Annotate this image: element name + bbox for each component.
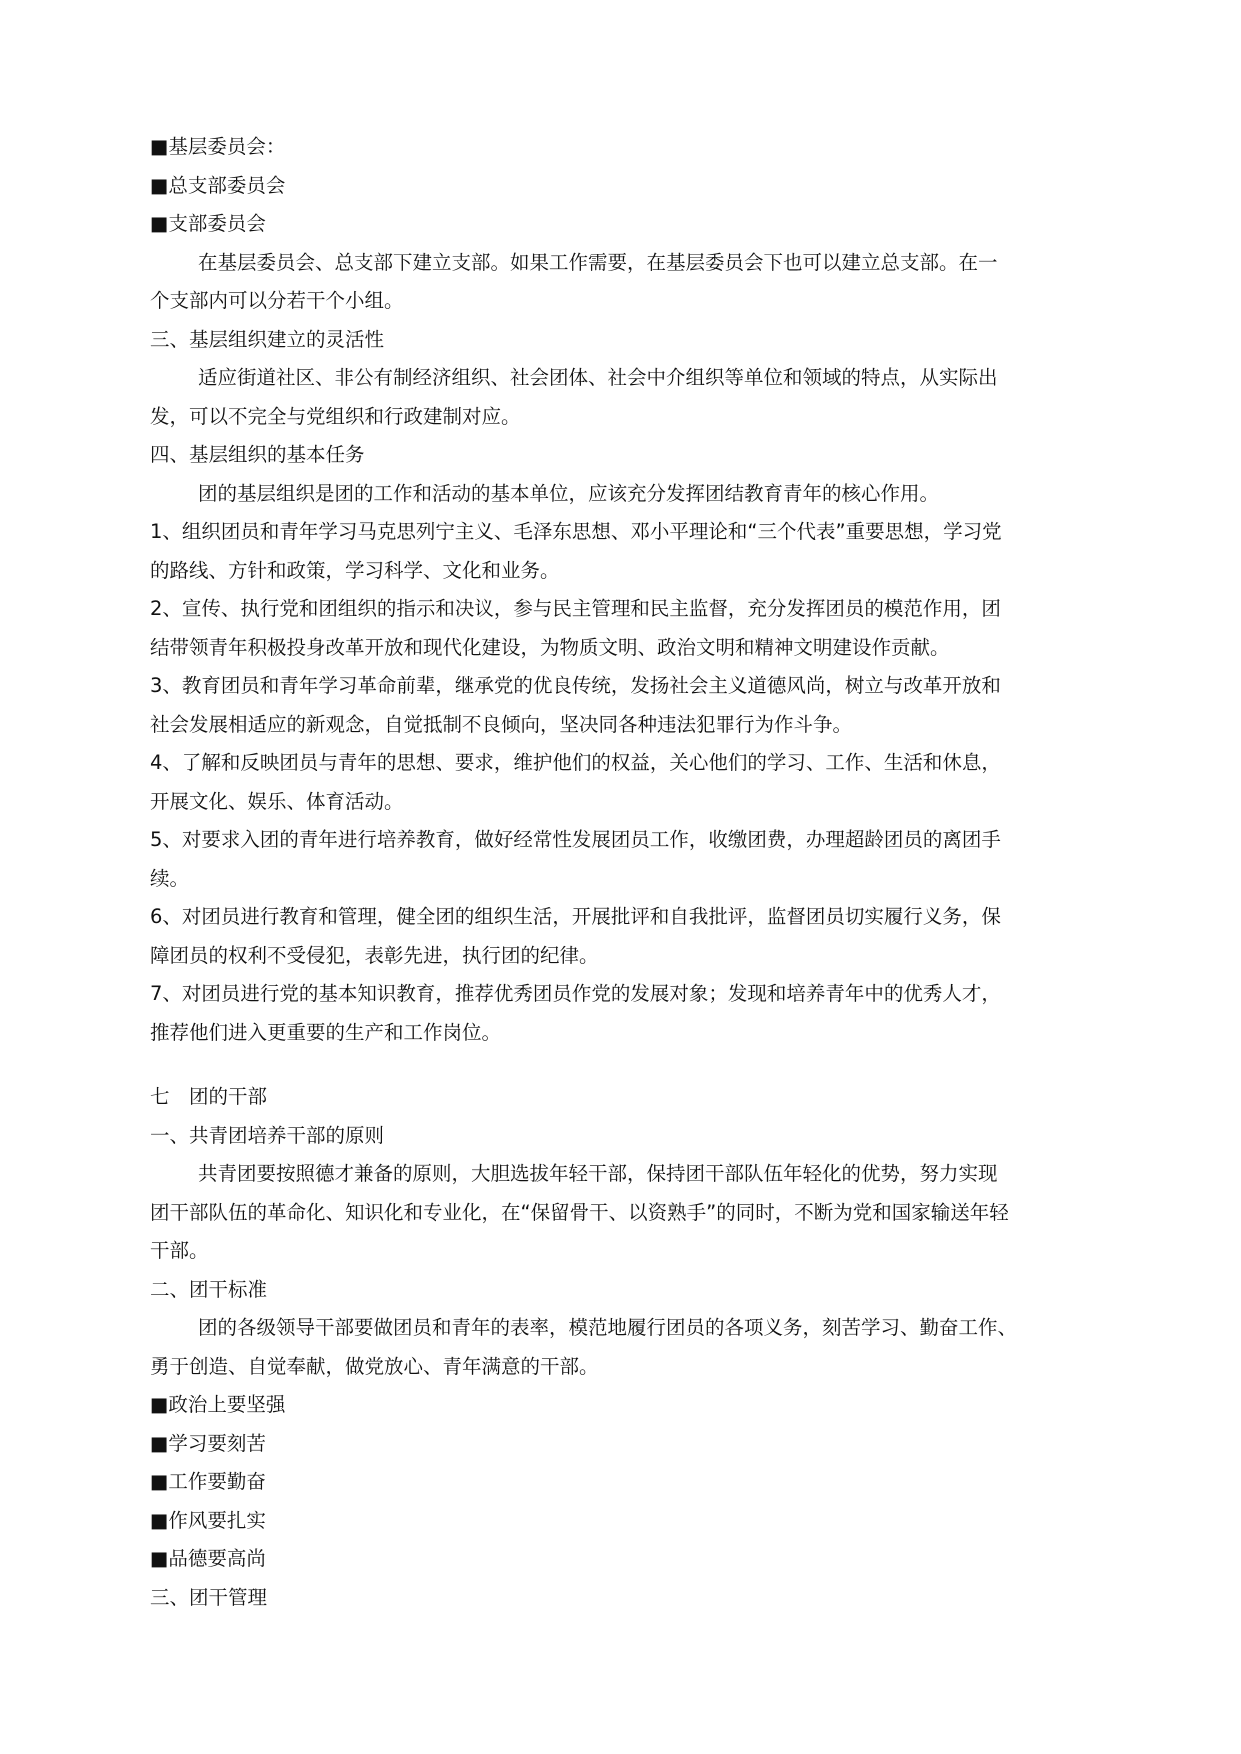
bullet-item: ■总支部委员会 xyxy=(150,173,286,197)
bullet-item: ■品德要高尚 xyxy=(150,1547,266,1570)
paragraph-line: 个支部内可以分若干个小组。 xyxy=(150,289,404,312)
section-heading: 四、基层组织的基本任务 xyxy=(150,443,365,466)
paragraph-line: 在基层委员会、总支部下建立支部。如果工作需要，在基层委员会下也可以建立总支部。在一 xyxy=(198,250,998,274)
numbered-item-line: 推荐他们进入更重要的生产和工作岗位。 xyxy=(150,1020,502,1044)
chapter-heading: 七 团的干部 xyxy=(150,1085,268,1108)
numbered-item-line: 障团员的权利不受侵犯，表彰先进，执行团的纪律。 xyxy=(150,943,599,967)
numbered-item-line: 6、对团员进行教育和管理，健全团的组织生活，开展批评和自我批评，监督团员切实履行义务，保 xyxy=(150,905,1001,928)
paragraph-line: 团干部队伍的革命化、知识化和专业化，在“保留骨干、以资熟手”的同时，不断为党和国家输送年轻 xyxy=(150,1200,1009,1224)
paragraph-line: 勇于创造、自觉奉献，做党放心、青年满意的干部。 xyxy=(150,1354,599,1378)
numbered-item-line: 结带领青年积极投身改革开放和现代化建设，为物质文明、政治文明和精神文明建设作贡献。 xyxy=(150,635,950,659)
numbered-item-line: 7、对团员进行党的基本知识教育，推荐优秀团员作党的发展对象；发现和培养青年中的优秀人才， xyxy=(150,982,1001,1005)
numbered-item-line: 5、对要求入团的青年进行培养教育，做好经常性发展团员工作，收缴团费，办理超龄团员的离团手 xyxy=(150,828,1001,851)
paragraph-line: 共青团要按照德才兼备的原则，大胆选拔年轻干部，保持团干部队伍年轻化的优势，努力实现 xyxy=(198,1162,998,1185)
section-gap xyxy=(150,1052,1092,1078)
numbered-item-line: 4、了解和反映团员与青年的思想、要求，维护他们的权益，关心他们的学习、工作、生活和休息， xyxy=(150,751,1001,774)
paragraph-line: 适应街道社区、非公有制经济组织、社会团体、社会中介组织等单位和领域的特点，从实际出 xyxy=(198,366,998,389)
section-heading: 一、共青团培养干部的原则 xyxy=(150,1123,385,1147)
bullet-item: ■作风要扎实 xyxy=(150,1508,266,1532)
numbered-item-line: 2、宣传、执行党和团组织的指示和决议，参与民主管理和民主监督，充分发挥团员的模范作用，团 xyxy=(150,597,1001,620)
section-heading: 二、团干标准 xyxy=(150,1277,268,1301)
numbered-item-line: 的路线、方针和政策，学习科学、文化和业务。 xyxy=(150,558,560,582)
bullet-item: ■学习要刻苦 xyxy=(150,1431,266,1455)
bullet-item: ■工作要勤奋 xyxy=(150,1470,266,1493)
paragraph-line: 发，可以不完全与党组织和行政建制对应。 xyxy=(150,404,521,428)
numbered-item-line: 3、教育团员和青年学习革命前辈，继承党的优良传统，发扬社会主义道德风尚，树立与改革开放和 xyxy=(150,674,1001,697)
paragraph-line: 团的基层组织是团的工作和活动的基本单位，应该充分发挥团结教育青年的核心作用。 xyxy=(198,481,940,505)
numbered-item-line: 开展文化、娱乐、体育活动。 xyxy=(150,789,404,813)
numbered-item-line: 1、组织团员和青年学习马克思列宁主义、毛泽东思想、邓小平理论和“三个代表”重要思想，学习党 xyxy=(150,520,1002,543)
bullet-item: ■政治上要坚强 xyxy=(150,1393,286,1416)
paragraph-line: 团的各级领导干部要做团员和青年的表率，模范地履行团员的各项义务，刻苦学习、勤奋工作、 xyxy=(198,1316,1018,1339)
document-body xyxy=(150,128,1092,1617)
paragraph-line: 干部。 xyxy=(150,1239,209,1262)
bullet-item: ■支部委员会 xyxy=(150,212,266,235)
section-heading: 三、基层组织建立的灵活性 xyxy=(150,327,385,351)
numbered-item-line: 续。 xyxy=(150,866,190,890)
bullet-item: ■基层委员会： xyxy=(150,135,286,158)
numbered-item-line: 社会发展相适应的新观念，自觉抵制不良倾向，坚决同各种违法犯罪行为作斗争。 xyxy=(150,712,853,736)
section-heading: 三、团干管理 xyxy=(150,1585,268,1609)
